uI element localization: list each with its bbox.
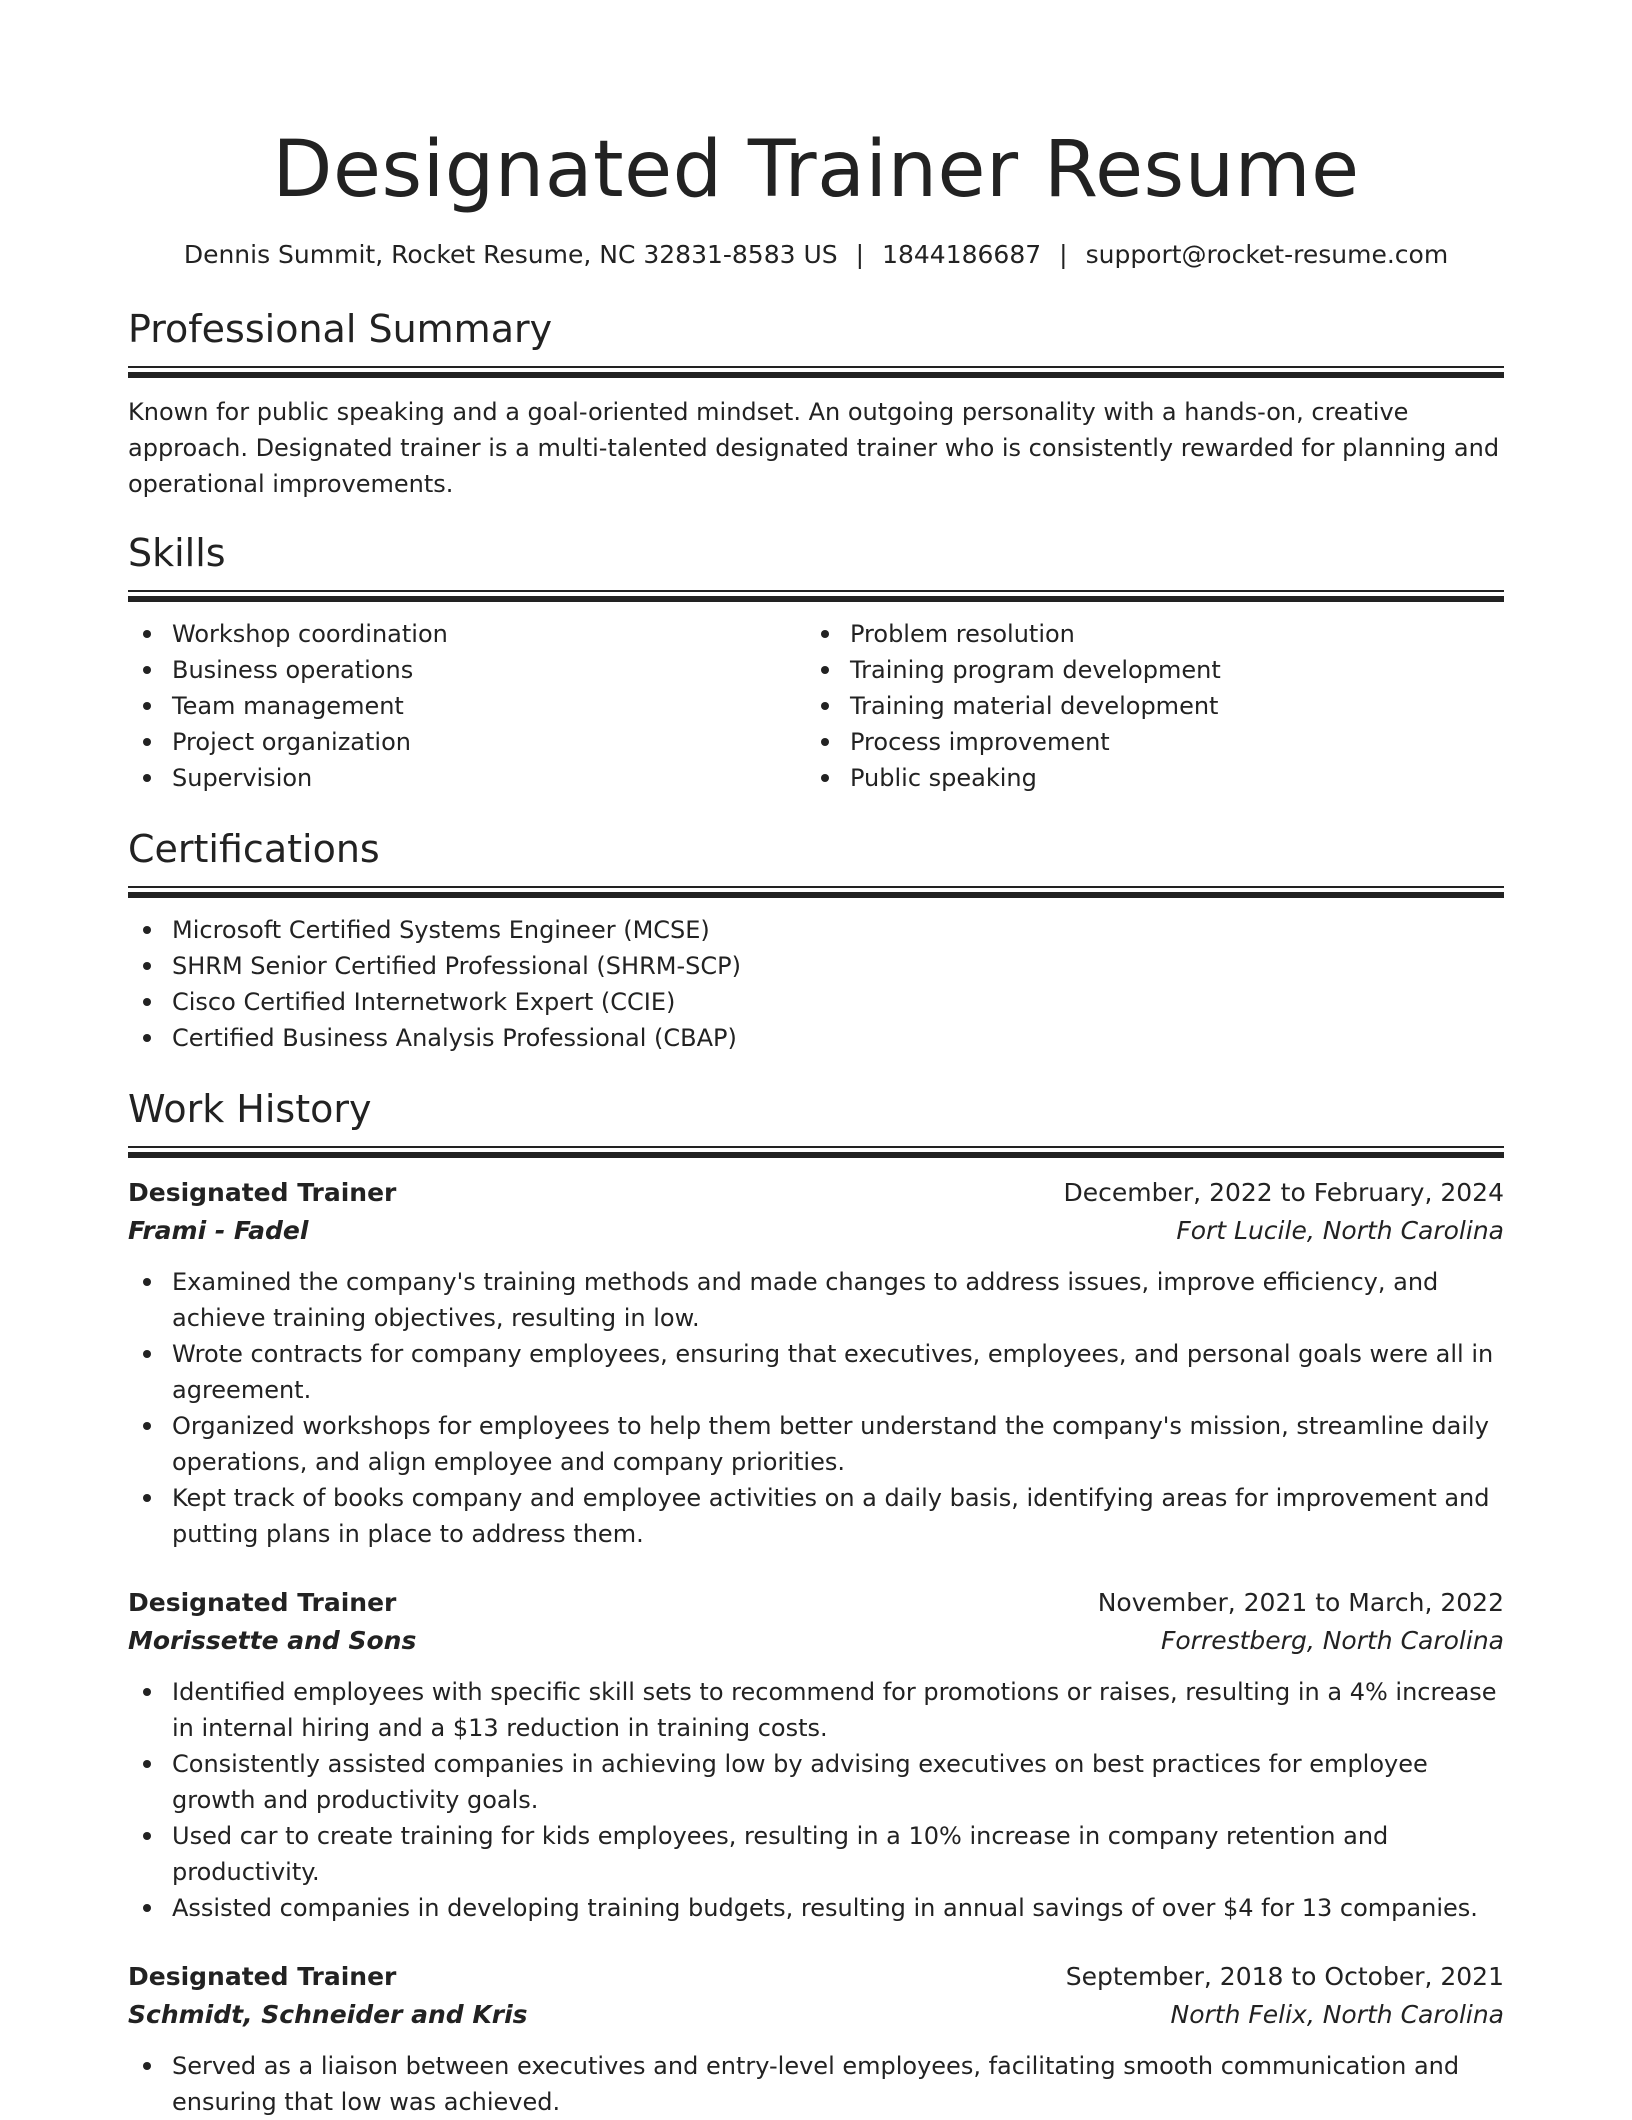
certification-item: SHRM Senior Certified Professional (SHRM-SCP) <box>128 948 1504 984</box>
job-company: Schmidt, Schneider and Kris <box>128 2000 528 2029</box>
job-dates: November, 2021 to March, 2022 <box>1097 1588 1504 1617</box>
certifications-section <box>128 826 1504 1056</box>
contact-email: support@rocket-resume.com <box>1085 240 1449 269</box>
job-dates: December, 2022 to February, 2024 <box>1063 1178 1504 1207</box>
certification-item: Microsoft Certified Systems Engineer (MCSE) <box>128 912 1504 948</box>
job-company: Morissette and Sons <box>128 1626 417 1655</box>
job-dates: September, 2018 to October, 2021 <box>1065 1962 1504 1991</box>
job-bullet: Wrote contracts for company employees, ensuring that executives, employees, and personal goals were all in agreement. <box>128 1336 1504 1408</box>
skills-heading: Skills <box>128 531 226 575</box>
section-divider <box>128 886 1504 898</box>
job-title: Designated Trainer <box>128 1962 397 1991</box>
skill-item: Public speaking <box>806 760 1484 796</box>
job-bullet: Assisted companies in developing training budgets, resulting in annual savings of over $4 for 13 companies. <box>128 1890 1504 1926</box>
job-bullet: Examined the company's training methods and made changes to address issues, improve efficiency, and achieve training objectives, resulting in low. <box>128 1264 1504 1336</box>
skill-item: Training material development <box>806 688 1484 724</box>
skill-item: Business operations <box>128 652 806 688</box>
job-location: Fort Lucile, North Carolina <box>1176 1216 1504 1245</box>
job-bullet: Organized workshops for employees to help them better understand the company's mission, streamline daily operations, and align employee and company priorities. <box>128 1408 1504 1480</box>
work-history-heading: Work History <box>128 1087 372 1131</box>
job-bullet: Served as a liaison between executives and entry-level employees, facilitating smooth communication and ensuring that low was achieved. <box>128 2048 1504 2120</box>
work-history-section <box>128 1086 1504 2120</box>
contact-separator: | <box>1059 240 1068 269</box>
job-title: Designated Trainer <box>128 1588 397 1617</box>
skills-column-left <box>128 616 806 796</box>
section-divider <box>128 1146 1504 1158</box>
skill-item: Training program development <box>806 652 1484 688</box>
job-entry <box>128 1174 1504 1552</box>
job-location: Forrestberg, North Carolina <box>1160 1626 1504 1655</box>
contact-phone: 1844186687 <box>882 240 1042 269</box>
contact-separator: | <box>855 240 865 269</box>
contact-line <box>128 238 1504 272</box>
section-divider <box>128 366 1504 378</box>
summary-heading: Professional Summary <box>128 307 553 351</box>
skill-item: Workshop coordination <box>128 616 806 652</box>
summary-text: Known for public speaking and a goal-oriented mindset. An outgoing personality with a hands-on, creative approach. Designated trainer is a multi-talented designated trainer who is consistently rewarded for planning and operational improvements. <box>128 398 1500 498</box>
job-entry <box>128 1958 1504 2120</box>
job-bullet: Consistently assisted companies in achieving low by advising executives on best practices for employee growth and productivity goals. <box>128 1746 1504 1818</box>
resume-title: Designated Trainer Resume <box>272 125 1360 215</box>
skill-item: Process improvement <box>806 724 1484 760</box>
contact-address: Dennis Summit, Rocket Resume, NC 32831-8583 US <box>183 240 838 269</box>
job-bullet: Identified employees with specific skill sets to recommend for promotions or raises, resulting in a 4% increase in internal hiring and a $13 reduction in training costs. <box>128 1674 1504 1746</box>
skills-columns <box>128 616 1504 796</box>
resume-page <box>128 0 1504 2120</box>
skills-section <box>128 530 1504 796</box>
job-bullet: Used car to create training for kids employees, resulting in a 10% increase in company retention and productivity. <box>128 1818 1504 1890</box>
job-bullet: Kept track of books company and employee activities on a daily basis, identifying areas for improvement and putting plans in place to address them. <box>128 1480 1504 1552</box>
job-location: North Felix, North Carolina <box>1170 2000 1504 2029</box>
section-divider <box>128 590 1504 602</box>
job-title: Designated Trainer <box>128 1178 397 1207</box>
certification-item: Certified Business Analysis Professional (CBAP) <box>128 1020 1504 1056</box>
summary-section <box>128 306 1504 502</box>
job-entry <box>128 1584 1504 1926</box>
job-company: Frami - Fadel <box>128 1216 309 1245</box>
skill-item: Team management <box>128 688 806 724</box>
certifications-heading: Certifications <box>128 827 380 871</box>
skills-column-right <box>806 616 1484 796</box>
certification-item: Cisco Certified Internetwork Expert (CCIE) <box>128 984 1504 1020</box>
skill-item: Problem resolution <box>806 616 1484 652</box>
skill-item: Supervision <box>128 760 806 796</box>
skill-item: Project organization <box>128 724 806 760</box>
